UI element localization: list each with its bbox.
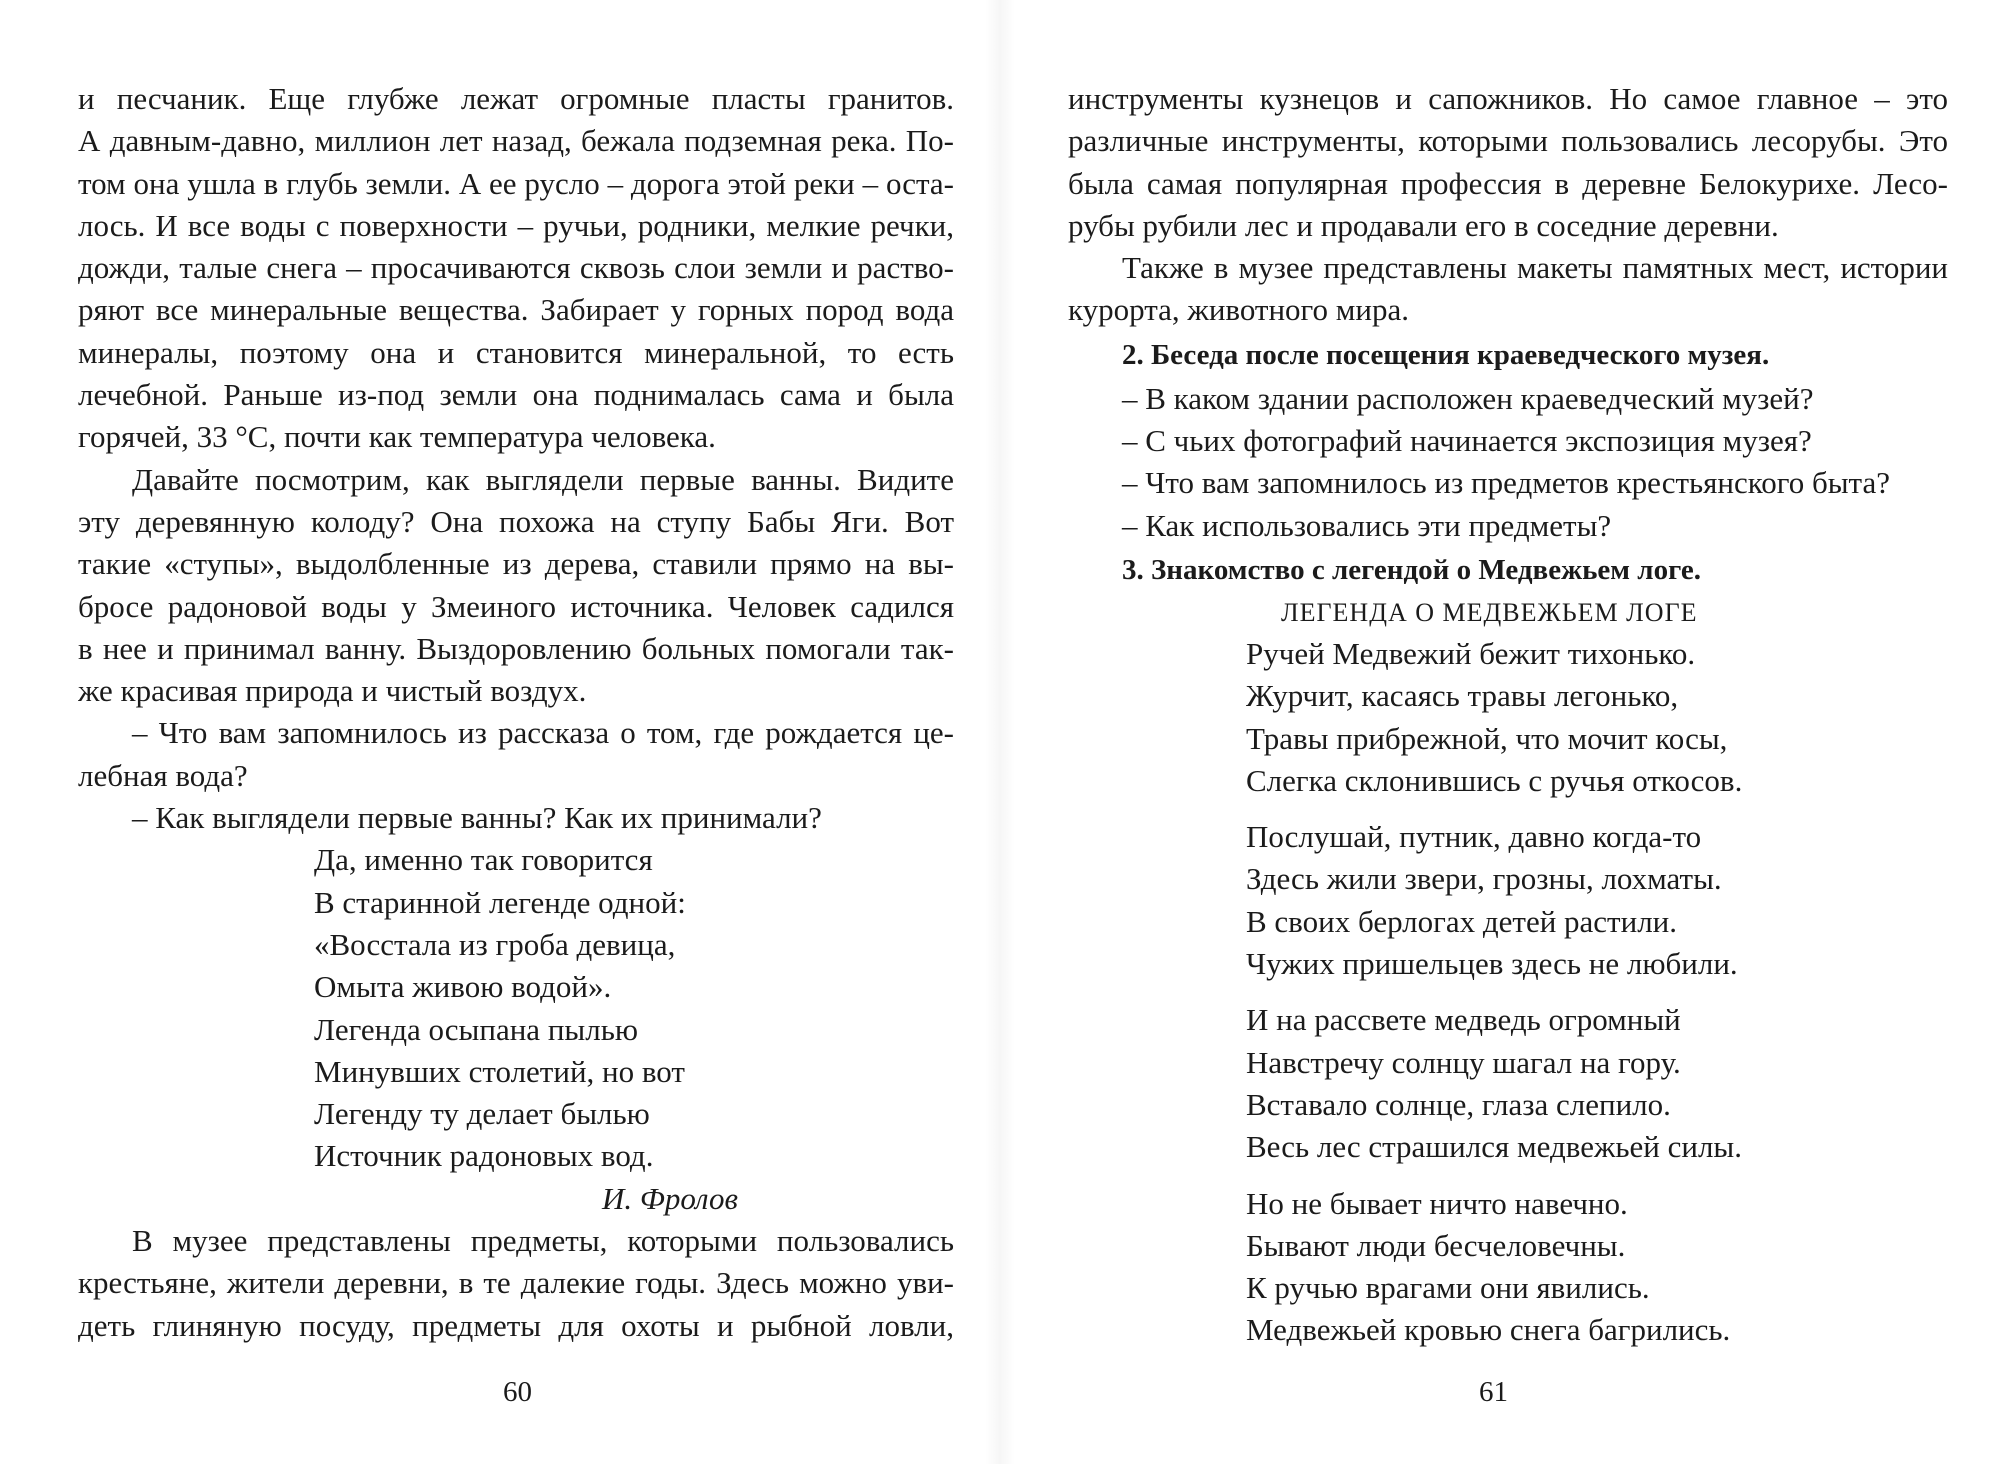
question: – С чьих фотографий начинается экспозиция музея? [1122,423,1812,459]
poem-line: Навстречу солнцу шагал на гору. [1246,1044,1681,1080]
poem [78,839,954,1177]
paragraph [78,78,954,459]
question: – Как использовались эти предметы? [1122,507,1612,543]
text-line: – Что вам запомнилось из рассказа о том, где рождается це- [132,715,954,751]
poem-line: Слегка склонившись с ручья откосов. [1246,762,1743,798]
left-page-text [78,78,954,1347]
text-line: лечебной. Раньше из-под земли она поднималась сама и была [78,377,954,413]
right-page [1000,0,2000,1464]
text-line: в нее и принимал ванну. Выздоровлению больных помогали так- [78,630,954,666]
poem-line: Минувших столетий, но вот [314,1053,685,1089]
poem-line: Омыта живою водой». [314,969,612,1005]
poem-line: Здесь жили звери, грозны, лохматы. [1246,861,1722,897]
text-line: рубы рубили лес и продавали его в соседние деревни. [1068,207,1779,243]
poem-line: В старинной легенде одной: [314,884,686,920]
poem-line: Источник радоновых вод. [314,1138,654,1174]
text-line: крестьяне, жители деревни, в те далекие годы. Здесь можно уви- [78,1265,954,1301]
text-line: инструменты кузнецов и сапожников. Но самое главное – это [1068,81,1948,116]
poem-line: К ручью врагами они явились. [1246,1270,1650,1306]
text-line: бросе радоновой воды у Змеиного источника. Человек садился [78,588,954,624]
paragraph [1068,78,1948,247]
question: – Как выглядели первые ванны? Как их принимали? [132,800,822,836]
poem-line: Вставало солнце, глаза слепило. [1246,1086,1671,1122]
poem-line: Медвежьей кровью снега багрились. [1246,1312,1731,1348]
page-number: 60 [503,1376,532,1408]
stanza [1068,999,1948,1168]
text-line: дожди, талые снега – просачиваются сквозь слои земли и раство- [78,250,954,286]
poem-line: И на рассвете медведь огромный [1246,1002,1681,1038]
poem-line: Травы прибрежной, что мочит косы, [1246,720,1728,756]
text-line: горячей, 33 °С, почти как температура человека. [78,419,716,455]
stanza [1068,816,1948,985]
poem-line: Послушай, путник, давно когда-то [1246,819,1702,855]
stanza [1068,633,1948,802]
poem-line: Легенду ту делает былью [314,1096,650,1132]
text-line: Давайте посмотрим, как выглядели первые ванны. Видите [132,461,954,497]
text-line: ряют все минеральные вещества. Забирает у горных пород вода [78,292,954,328]
poem-line: В своих берлогах детей растили. [1246,903,1678,939]
poem-line: Весь лес страшился медвежьей силы. [1246,1129,1743,1165]
question: – Что вам запомнилось из предметов крестьянского быта? [1122,465,1890,501]
text-line: была самая популярная профессия в деревне Белокурихе. Лесо- [1068,165,1948,201]
question: – В каком здании расположен краеведческий музей? [1122,380,1814,416]
paragraph [78,459,954,713]
poem-line: «Восстала из гроба девица, [314,926,676,962]
poem-line: Легенда осыпана пылью [314,1011,639,1047]
page-number: 61 [1479,1376,1508,1408]
text-line: эту деревянную колоду? Она похожа на ступу Бабы Яги. Вот [78,503,954,539]
right-page-text [1068,78,1948,1352]
question [78,712,954,797]
text-line: же красивая природа и чистый воздух. [78,673,587,709]
text-line: и песчаник. Еще глубже лежат огромные пласты гранитов. [78,81,954,116]
legend-title: ЛЕГЕНДА О МЕДВЕЖЬЕМ ЛОГЕ [1281,597,1698,627]
text-line: такие «ступы», выдолбленные из дерева, ставили прямо на вы- [78,546,954,582]
poem-line: Чужих пришельцев здесь не любили. [1246,946,1738,982]
text-line: том она ушла в глубь земли. А ее русло – дорога этой реки – оста- [78,165,954,201]
text-line: различные инструменты, которыми пользовались лесорубы. Это [1068,123,1948,159]
stanza-spacer [1068,802,1948,816]
paragraph [78,1220,954,1347]
text-line: деть глиняную посуду, предметы для охоты и рыбной ловли, [78,1307,954,1343]
text-line: минералы, поэтому она и становится минеральной, то есть [78,334,954,370]
text-line: В музее представлены предметы, которыми пользовались [132,1223,954,1259]
text-line: А давным-давно, миллион лет назад, бежала подземная река. По- [78,123,954,159]
poem-line: Журчит, касаясь травы легонько, [1246,678,1679,714]
poem-line: Ручей Медвежий бежит тихонько. [1246,635,1696,671]
text-line: Также в музее представлены макеты памятных мест, истории [1122,250,1948,286]
stanza [1068,1183,1948,1352]
text-line: курорта, животного мира. [1068,292,1409,328]
question-list [1068,378,1948,547]
poem-author: И. Фролов [602,1180,738,1216]
text-line: лебная вода? [78,757,248,793]
text-line: лось. И все воды с поверхности – ручьи, родники, мелкие речки, [78,207,954,243]
paragraph [1068,247,1948,332]
stanza-spacer [1068,985,1948,999]
poem-line: Да, именно так говорится [314,842,653,878]
stanza-spacer [1068,1169,1948,1183]
poem-line: Но не бывает ничто навечно. [1246,1185,1628,1221]
section-heading: 2. Беседа после посещения краеведческого музея. [1122,338,1770,371]
poem-line: Бывают люди бесчеловечны. [1246,1227,1626,1263]
section-heading: 3. Знакомство с легендой о Медвежьем логе. [1122,553,1701,586]
